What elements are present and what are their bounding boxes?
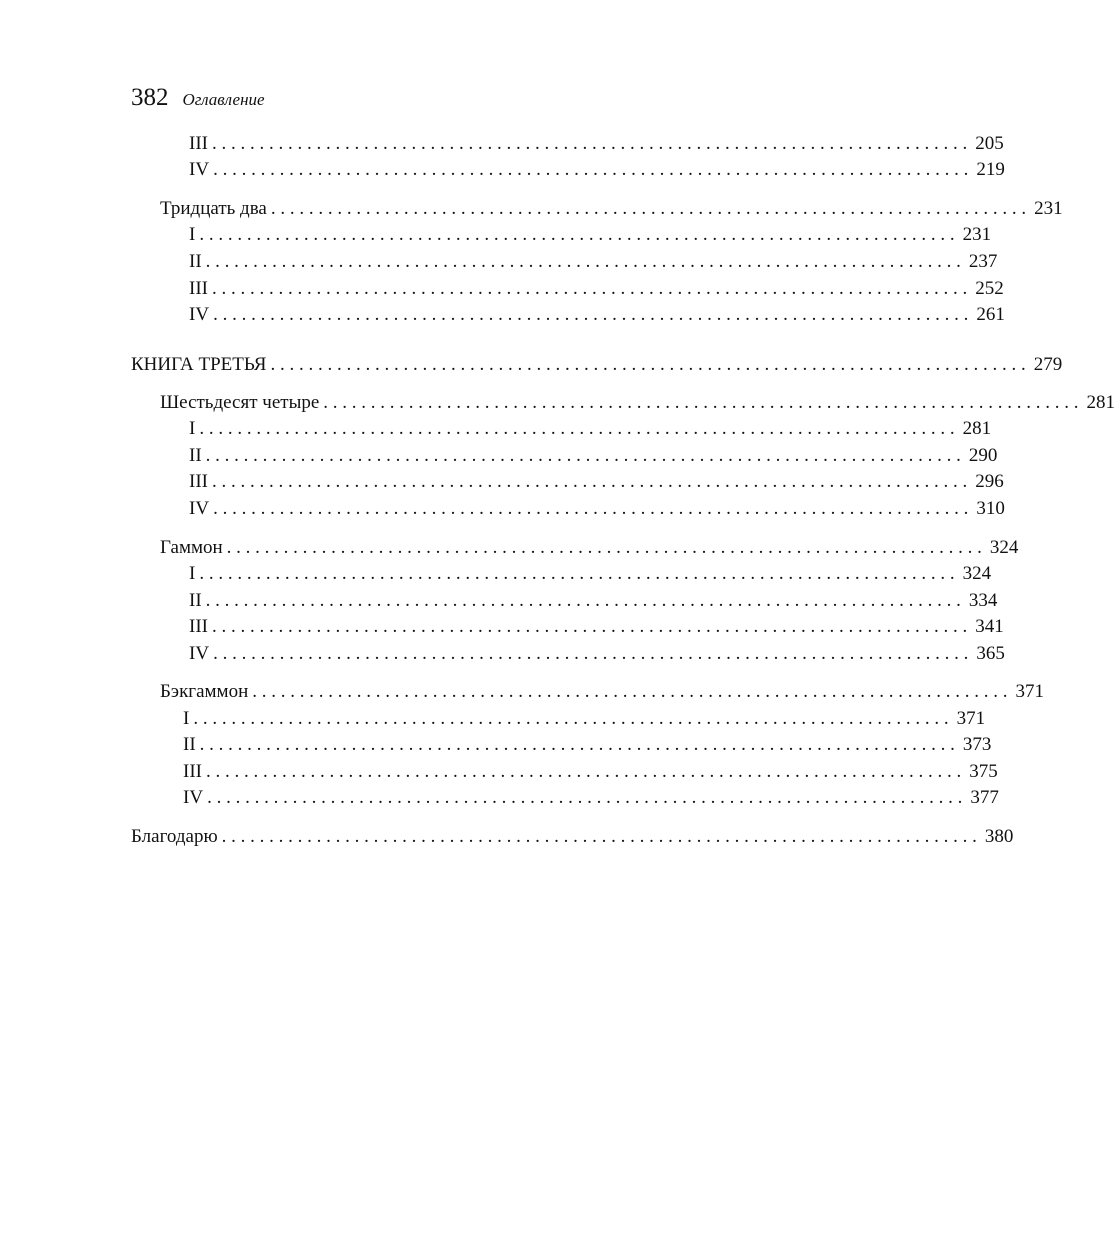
toc-entry-page: 205	[975, 133, 1004, 154]
toc-entry-page: 341	[975, 616, 1004, 637]
toc-entry	[189, 249, 998, 275]
toc-entry	[189, 443, 998, 469]
toc-entry	[189, 416, 992, 442]
toc-entry-label: III	[183, 761, 202, 782]
dot-leader: . . . . . . . . . . . . . . . . . . . . . . . . . . . . . . . . . . . . . . . . . . . . . . . . . . . . . . . . . . . . . . . . . . . . . . . . . . . . . . . .	[270, 354, 1026, 375]
dot-leader: . . . . . . . . . . . . . . . . . . . . . . . . . . . . . . . . . . . . . . . . . . . . . . . . . . . . . . . . . . . . . . . . . . . . . . . . . . . . . . . .	[205, 590, 961, 611]
toc-entry-label: Шестьдесят четыре	[160, 392, 320, 413]
toc-entry-page: 281	[962, 418, 992, 439]
dot-leader: . . . . . . . . . . . . . . . . . . . . . . . . . . . . . . . . . . . . . . . . . . . . . . . . . . . . . . . . . . . . . . . . . . . . . . . . . . . . . . . .	[213, 498, 969, 519]
toc-entry-page: 231	[1034, 198, 1063, 219]
toc-entry-label: IV	[189, 498, 210, 519]
toc-entry	[189, 469, 1004, 495]
dot-leader: . . . . . . . . . . . . . . . . . . . . . . . . . . . . . . . . . . . . . . . . . . . . . . . . . . . . . . . . . . . . . . . . . . . . . . . . . . . . . . . .	[211, 278, 968, 299]
dot-leader: . . . . . . . . . . . . . . . . . . . . . . . . . . . . . . . . . . . . . . . . . . . . . . . . . . . . . . . . . . . . . . . . . . . . . . . . . . . . . . . .	[205, 251, 961, 272]
dot-leader: . . . . . . . . . . . . . . . . . . . . . . . . . . . . . . . . . . . . . . . . . . . . . . . . . . . . . . . . . . . . . . . . . . . . . . . . . . . . . . . .	[199, 224, 955, 245]
dot-leader: . . . . . . . . . . . . . . . . . . . . . . . . . . . . . . . . . . . . . . . . . . . . . . . . . . . . . . . . . . . . . . . . . . . . . . . . . . . . . . . .	[270, 198, 1027, 219]
toc-entry	[189, 131, 1004, 157]
toc-entry-chapter	[160, 679, 1044, 705]
toc-entry-page: 296	[975, 471, 1004, 492]
toc-entry-label: III	[189, 278, 208, 299]
toc-entry-label: II	[189, 445, 202, 466]
toc-entry-page: 380	[984, 826, 1014, 847]
toc-entry-page: 324	[962, 563, 992, 584]
dot-leader: . . . . . . . . . . . . . . . . . . . . . . . . . . . . . . . . . . . . . . . . . . . . . . . . . . . . . . . . . . . . . . . . . . . . . . . . . . . . . . . .	[213, 643, 969, 664]
toc-entry-label: II	[189, 590, 202, 611]
toc-entry	[189, 561, 992, 587]
toc-entry-page: 373	[962, 734, 992, 755]
dot-leader: . . . . . . . . . . . . . . . . . . . . . . . . . . . . . . . . . . . . . . . . . . . . . . . . . . . . . . . . . . . . . . . . . . . . . . . . . . . . . . . .	[211, 133, 968, 154]
toc-entry	[183, 785, 999, 811]
toc-entry	[189, 614, 1004, 640]
toc-entry-label: Гаммон	[160, 537, 223, 558]
toc-entry	[183, 706, 986, 732]
toc-entry-label: Тридцать два	[160, 198, 267, 219]
toc-entry-label: I	[183, 708, 190, 729]
toc-entry	[189, 641, 1005, 667]
toc-entry-chapter	[160, 535, 1019, 561]
toc-entry	[189, 157, 1005, 183]
toc-entry	[189, 588, 998, 614]
toc-entry-label: IV	[189, 304, 210, 325]
toc-entry-label: III	[189, 616, 208, 637]
dot-leader: . . . . . . . . . . . . . . . . . . . . . . . . . . . . . . . . . . . . . . . . . . . . . . . . . . . . . . . . . . . . . . . . . . . . . . . . . . . . . . . .	[193, 708, 949, 729]
dot-leader: . . . . . . . . . . . . . . . . . . . . . . . . . . . . . . . . . . . . . . . . . . . . . . . . . . . . . . . . . . . . . . . . . . . . . . . . . . . . . . . .	[211, 471, 968, 492]
toc-entry-label: I	[189, 418, 196, 439]
toc-entry-page: 261	[976, 304, 1005, 325]
toc-entry-chapter	[160, 196, 1063, 222]
toc-entry-label: IV	[189, 159, 210, 180]
dot-leader: . . . . . . . . . . . . . . . . . . . . . . . . . . . . . . . . . . . . . . . . . . . . . . . . . . . . . . . . . . . . . . . . . . . . . . . . . . . . . . . .	[207, 787, 963, 808]
dot-leader: . . . . . . . . . . . . . . . . . . . . . . . . . . . . . . . . . . . . . . . . . . . . . . . . . . . . . . . . . . . . . . . . . . . . . . . . . . . . . . . .	[211, 616, 968, 637]
toc-entry-page: 324	[989, 537, 1019, 558]
toc-entry-label: II	[183, 734, 196, 755]
dot-leader: . . . . . . . . . . . . . . . . . . . . . . . . . . . . . . . . . . . . . . . . . . . . . . . . . . . . . . . . . . . . . . . . . . . . . . . . . . . . . . . .	[205, 445, 961, 466]
dot-leader: . . . . . . . . . . . . . . . . . . . . . . . . . . . . . . . . . . . . . . . . . . . . . . . . . . . . . . . . . . . . . . . . . . . . . . . . . . . . . . . .	[221, 826, 977, 847]
toc-entry	[189, 276, 1004, 302]
running-title: Оглавление	[182, 90, 265, 109]
dot-leader: . . . . . . . . . . . . . . . . . . . . . . . . . . . . . . . . . . . . . . . . . . . . . . . . . . . . . . . . . . . . . . . . . . . . . . . . . . . . . . . .	[199, 563, 955, 584]
toc-entry	[183, 732, 992, 758]
toc-entry-page: 371	[1015, 681, 1044, 702]
toc-entry-page: 231	[962, 224, 992, 245]
dot-leader: . . . . . . . . . . . . . . . . . . . . . . . . . . . . . . . . . . . . . . . . . . . . . . . . . . . . . . . . . . . . . . . . . . . . . . . . . . . . . . . .	[199, 418, 955, 439]
toc-entry-book	[131, 352, 1063, 378]
toc-entry-chapter	[160, 390, 1115, 416]
dot-leader: . . . . . . . . . . . . . . . . . . . . . . . . . . . . . . . . . . . . . . . . . . . . . . . . . . . . . . . . . . . . . . . . . . . . . . . . . . . . . . . .	[252, 681, 1008, 702]
toc-entry-page: 375	[969, 761, 998, 782]
toc-entry-acknowledgements	[131, 824, 1014, 850]
toc-entry-page: 371	[956, 708, 986, 729]
toc-entry-page: 310	[976, 498, 1005, 519]
toc-entry	[183, 759, 998, 785]
toc-entry-label: I	[189, 563, 196, 584]
toc-entry-page: 365	[976, 643, 1005, 664]
toc-entry-page: 334	[968, 590, 998, 611]
toc-entry-label: IV	[189, 643, 210, 664]
toc-entry-page: 377	[970, 787, 999, 808]
toc-entry-page: 281	[1086, 392, 1115, 413]
toc-entry	[189, 496, 1005, 522]
dot-leader: . . . . . . . . . . . . . . . . . . . . . . . . . . . . . . . . . . . . . . . . . . . . . . . . . . . . . . . . . . . . . . . . . . . . . . . . . . . . . . . .	[199, 734, 955, 755]
dot-leader: . . . . . . . . . . . . . . . . . . . . . . . . . . . . . . . . . . . . . . . . . . . . . . . . . . . . . . . . . . . . . . . . . . . . . . . . . . . . . . . .	[213, 304, 969, 325]
toc-entry-page: 279	[1033, 354, 1063, 375]
dot-leader: . . . . . . . . . . . . . . . . . . . . . . . . . . . . . . . . . . . . . . . . . . . . . . . . . . . . . . . . . . . . . . . . . . . . . . . . . . . . . . . .	[323, 392, 1079, 413]
toc-entry-page: 219	[976, 159, 1005, 180]
running-head	[131, 84, 265, 112]
toc-entry-label: II	[189, 251, 202, 272]
toc-entry-page: 290	[968, 445, 998, 466]
toc-entry	[189, 222, 992, 248]
toc-entry-label: III	[189, 471, 208, 492]
toc-entry-label: Бэкгаммон	[160, 681, 249, 702]
dot-leader: . . . . . . . . . . . . . . . . . . . . . . . . . . . . . . . . . . . . . . . . . . . . . . . . . . . . . . . . . . . . . . . . . . . . . . . . . . . . . . . .	[213, 159, 969, 180]
toc-entry-label: IV	[183, 787, 204, 808]
toc-entry-page: 252	[975, 278, 1004, 299]
dot-leader: . . . . . . . . . . . . . . . . . . . . . . . . . . . . . . . . . . . . . . . . . . . . . . . . . . . . . . . . . . . . . . . . . . . . . . . . . . . . . . . .	[226, 537, 982, 558]
toc-entry-page: 237	[968, 251, 998, 272]
toc-entry	[189, 302, 1005, 328]
toc-entry-label: КНИГА ТРЕТЬЯ	[131, 354, 267, 375]
toc-entry-label: I	[189, 224, 196, 245]
dot-leader: . . . . . . . . . . . . . . . . . . . . . . . . . . . . . . . . . . . . . . . . . . . . . . . . . . . . . . . . . . . . . . . . . . . . . . . . . . . . . . . .	[205, 761, 962, 782]
page-number: 382	[131, 84, 169, 111]
toc-entry-label: Благодарю	[131, 826, 218, 847]
toc-entry-label: III	[189, 133, 208, 154]
